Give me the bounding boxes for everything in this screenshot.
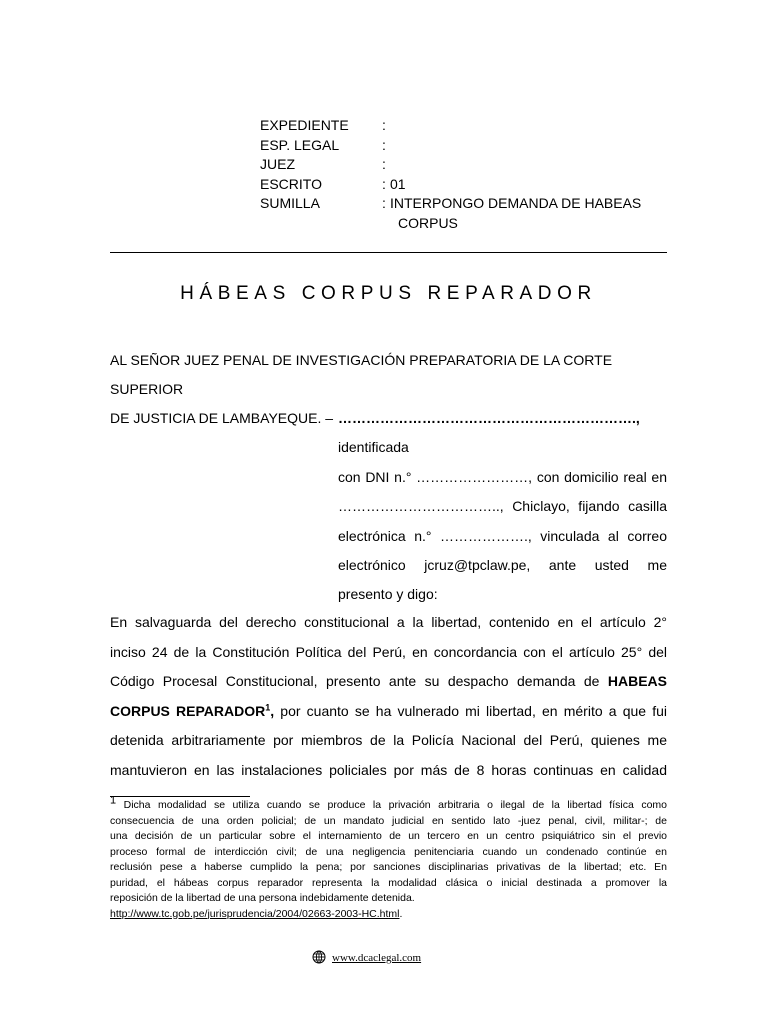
body-line: detenida arbitrariamente por miembros de la Policía Nacional del Perú, quienes me — [110, 732, 667, 748]
footnote-line: reposición de la libertad de una persona indebidamente detenida. — [110, 892, 415, 904]
jurisprudence-link[interactable]: http://www.tc.gob.pe/jurisprudencia/2004/02663-2003-HC.html — [110, 907, 400, 920]
sumilla-value: INTERPONGO DEMANDA DE HABEAS — [390, 195, 642, 211]
intro-line: presento y digo: — [338, 586, 438, 603]
footnote-number: 1 — [110, 794, 117, 807]
footnote-text: Dicha modalidad se utiliza cuando se produce la privación arbitraria o ilegal de la libertad física como — [123, 799, 667, 811]
header-colon: : — [382, 117, 386, 133]
juez-value — [390, 155, 660, 175]
body-line — [110, 667, 667, 697]
intro-line: electrónico jcruz@tpclaw.pe, ante usted me — [338, 557, 667, 574]
corpus-reparador-emphasis: CORPUS REPARADOR — [110, 702, 266, 719]
header-row-sumilla-cont — [260, 214, 660, 234]
expediente-value — [390, 116, 660, 136]
footnote-line: reclusión pese a haberse cumplido la pena; por sanciones disciplinarias privativas de la libertad; etc. En — [110, 861, 667, 873]
body-text: por cuanto se ha vulnerado mi libertad, en mérito a que fui — [274, 702, 667, 719]
footnote-line: puridad, el hábeas corpus reparador representa la modalidad clásica o inicial destinada a promover la — [110, 876, 667, 889]
body-line: En salvaguarda del derecho constitucional a la libertad, contenido en el artículo 2° — [110, 614, 667, 630]
body-text: Código Procesal Constitucional, presento ante su despacho demanda de — [110, 673, 600, 689]
intro-line: electrónica n.° ………………., vinculada al correo — [338, 527, 667, 544]
esp-legal-label: ESP. LEGAL — [260, 136, 340, 153]
header-colon: : — [382, 195, 386, 211]
header-row-juez — [260, 155, 660, 175]
globe-icon — [312, 950, 326, 967]
header-divider — [110, 252, 667, 253]
habeas-emphasis: HABEAS — [607, 673, 667, 689]
escrito-label: ESCRITO — [260, 175, 322, 192]
footnote-separator — [110, 796, 250, 797]
expediente-label: EXPEDIENTE — [260, 117, 349, 133]
body-line: mantuvieron en las instalaciones policiales por más de 8 horas continuas en calidad — [110, 761, 667, 778]
footnote-line — [110, 794, 667, 814]
website-link[interactable]: www.dcaclegal.com — [332, 952, 422, 964]
intro-text: identificada — [338, 439, 409, 456]
escrito-value: 01 — [390, 175, 406, 192]
footnote-reference[interactable]: 1 — [265, 701, 271, 712]
sumilla-value-continuation: CORPUS — [398, 214, 458, 231]
petitioner-intro — [338, 404, 667, 610]
header-colon: : — [382, 156, 386, 172]
juez-label: JUEZ — [260, 156, 295, 172]
petitioner-name-blank: ………………………………………………………., — [338, 410, 640, 426]
footnote-line: una decisión de un particular sobre el internamiento de un tercero en un centro psiquiátrico sin el previo — [110, 830, 667, 842]
addressee-line: AL SEÑOR JUEZ PENAL DE INVESTIGACIÓN PREPARATORIA DE LA CORTE SUPERIOR — [110, 352, 613, 397]
intro-line: con DNI n.° ……………………, con domicilio real en — [338, 468, 667, 485]
header-row-escrito — [260, 175, 660, 195]
page-footer — [312, 949, 421, 967]
header-row-esp-legal — [260, 136, 660, 156]
footnote-line — [110, 907, 667, 923]
addressee-line: DE JUSTICIA DE LAMBAYEQUE. – — [110, 410, 334, 426]
body-comma: , — [270, 702, 275, 719]
header-colon: : — [382, 136, 386, 153]
esp-legal-value — [390, 136, 660, 156]
intro-line: …………………………….., Chiclayo, fijando casilla — [338, 498, 667, 515]
sumilla-label: SUMILLA — [260, 195, 320, 211]
footnote-line: proceso formal de interdicción civil; de una negligencia penitenciaria cuando un condenado continúe en — [110, 845, 667, 858]
header-row-sumilla — [260, 194, 660, 214]
header-row-expediente — [260, 116, 660, 136]
footnote-line: consecuencia de una orden policial; de un mandato judicial en sentido lato -juez penal, civil, militar-; de — [110, 814, 667, 827]
footnote-period: . — [399, 907, 403, 920]
body-line: inciso 24 de la Constitución Política del Perú, en concordancia con el artículo 25° del — [110, 643, 667, 660]
intro-line — [338, 404, 667, 463]
body-line — [110, 697, 667, 727]
header-colon: : — [382, 175, 386, 192]
case-header — [260, 116, 660, 233]
document-title: HÁBEAS CORPUS REPARADOR — [180, 283, 597, 304]
body-paragraph — [110, 608, 667, 785]
footnote — [110, 794, 667, 922]
